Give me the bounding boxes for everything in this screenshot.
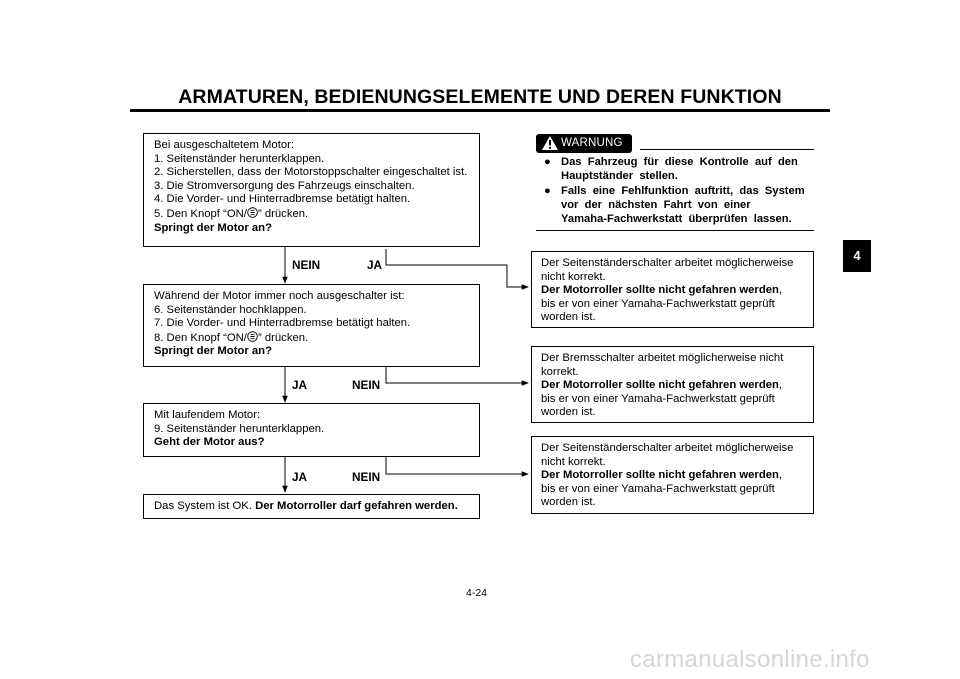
warning-line: vor der nächsten Fahrt von einer <box>561 198 751 211</box>
flow-line-part: 5. Den Knopf “ON/ <box>154 207 247 220</box>
page-number: 4-24 <box>466 587 488 599</box>
result-line: bis er von einer Yamaha-Fachwerkstatt geprüft <box>541 392 775 405</box>
flow-line: 9. Seitenständer herunterklappen. <box>154 422 325 435</box>
flow-line: Während der Motor immer noch ausgeschalter ist: <box>154 290 405 302</box>
label-nein: NEIN <box>352 378 381 392</box>
flow-box-2 <box>143 284 480 367</box>
warning-line: Hauptständer stellen. <box>561 169 678 182</box>
result-line <box>541 469 809 483</box>
result-line: bis er von einer Yamaha-Fachwerkstatt geprüft <box>541 482 775 495</box>
flow-line: 6. Seitenständer hochklappen. <box>154 303 307 316</box>
result-comma: , <box>778 284 783 297</box>
label-ja: JA <box>292 378 308 392</box>
warning-line: Yamaha-Fachwerkstatt überprüfen lassen. <box>561 212 792 225</box>
result-line: nicht korrekt. <box>541 455 606 468</box>
label-ja: JA <box>367 258 383 272</box>
bullet-icon: ● <box>544 185 551 197</box>
warning-rule <box>640 149 814 150</box>
flow-line-part: 8. Den Knopf “ON/ <box>154 331 247 344</box>
result-line <box>541 379 809 393</box>
label-nein: NEIN <box>352 470 381 484</box>
result-line: korrekt. <box>541 365 579 378</box>
flow-line: 1. Seitenständer herunterklappen. <box>154 152 325 165</box>
result-line: bis er von einer Yamaha-Fachwerkstatt geprüft <box>541 297 775 310</box>
result-line: worden ist. <box>541 406 596 419</box>
flow-line: Bei ausgeschaltetem Motor: <box>154 139 295 151</box>
flow-box-1 <box>143 133 480 247</box>
watermark: carmanualsonline.info <box>630 646 870 673</box>
arrow-box2-result2 <box>386 367 528 383</box>
result-emphasis: Der Motorroller sollte nicht gefahren werden <box>541 469 779 482</box>
warning-icon <box>540 134 560 152</box>
result-line: worden ist. <box>541 311 596 324</box>
flow-line <box>154 331 473 346</box>
warning-title: WARNUNG <box>561 137 623 149</box>
result-line: worden ist. <box>541 496 596 509</box>
start-button-icon <box>247 207 258 218</box>
flow-box-3 <box>143 403 480 457</box>
flow-line-part: ” drücken. <box>257 331 309 344</box>
flow-box-4 <box>143 494 480 519</box>
result-box-2 <box>531 346 814 423</box>
arrow-box1-result1 <box>386 249 528 287</box>
flow-line: 3. Die Stromversorgung des Fahrzeugs einschalten. <box>154 179 415 192</box>
result-box-1 <box>531 251 814 328</box>
flow-line-part: Das System ist OK. <box>154 500 256 512</box>
result-line <box>541 284 809 298</box>
flow-question: Springt der Motor an? <box>154 345 272 358</box>
warning-rule <box>536 230 814 231</box>
flow-line: 4. Die Vorder- und Hinterradbremse betätigt halten. <box>154 193 411 206</box>
result-line: Der Bremsschalter arbeitet möglicherweise nicht <box>541 352 784 364</box>
flow-line: 7. Die Vorder- und Hinterradbremse betätigt halten. <box>154 317 411 330</box>
flow-question: Springt der Motor an? <box>154 221 272 234</box>
flow-conclusion: Der Motorroller darf gefahren werden. <box>255 500 458 512</box>
result-emphasis: Der Motorroller sollte nicht gefahren werden <box>541 379 779 392</box>
result-comma: , <box>778 469 783 482</box>
result-line: Der Seitenständerschalter arbeitet möglicherweise <box>541 442 794 454</box>
flow-line-part: ” drücken. <box>257 207 309 220</box>
flow-line <box>154 207 473 222</box>
page-title: ARMATUREN, BEDIENUNGSELEMENTE UND DEREN FUNKTION <box>178 86 782 108</box>
flow-line: Mit laufendem Motor: <box>154 409 261 421</box>
chapter-tab: 4 <box>843 240 871 272</box>
bullet-icon: ● <box>544 156 551 168</box>
result-line: nicht korrekt. <box>541 270 606 283</box>
result-comma: , <box>778 379 783 392</box>
arrow-box3-result3 <box>386 457 528 474</box>
label-ja: JA <box>292 470 308 484</box>
label-nein: NEIN <box>292 258 321 272</box>
flow-line: 2. Sicherstellen, dass der Motorstoppschalter eingeschaltet ist. <box>154 166 468 179</box>
result-box-3 <box>531 436 814 514</box>
result-line: Der Seitenständerschalter arbeitet möglicherweise <box>541 257 794 269</box>
flow-question: Geht der Motor aus? <box>154 436 265 449</box>
start-button-icon <box>247 331 258 342</box>
warning-line: Das Fahrzeug für diese Kontrolle auf den <box>561 156 798 168</box>
warning-line: Falls eine Fehlfunktion auftritt, das System <box>561 185 805 197</box>
result-emphasis: Der Motorroller sollte nicht gefahren werden <box>541 284 779 297</box>
